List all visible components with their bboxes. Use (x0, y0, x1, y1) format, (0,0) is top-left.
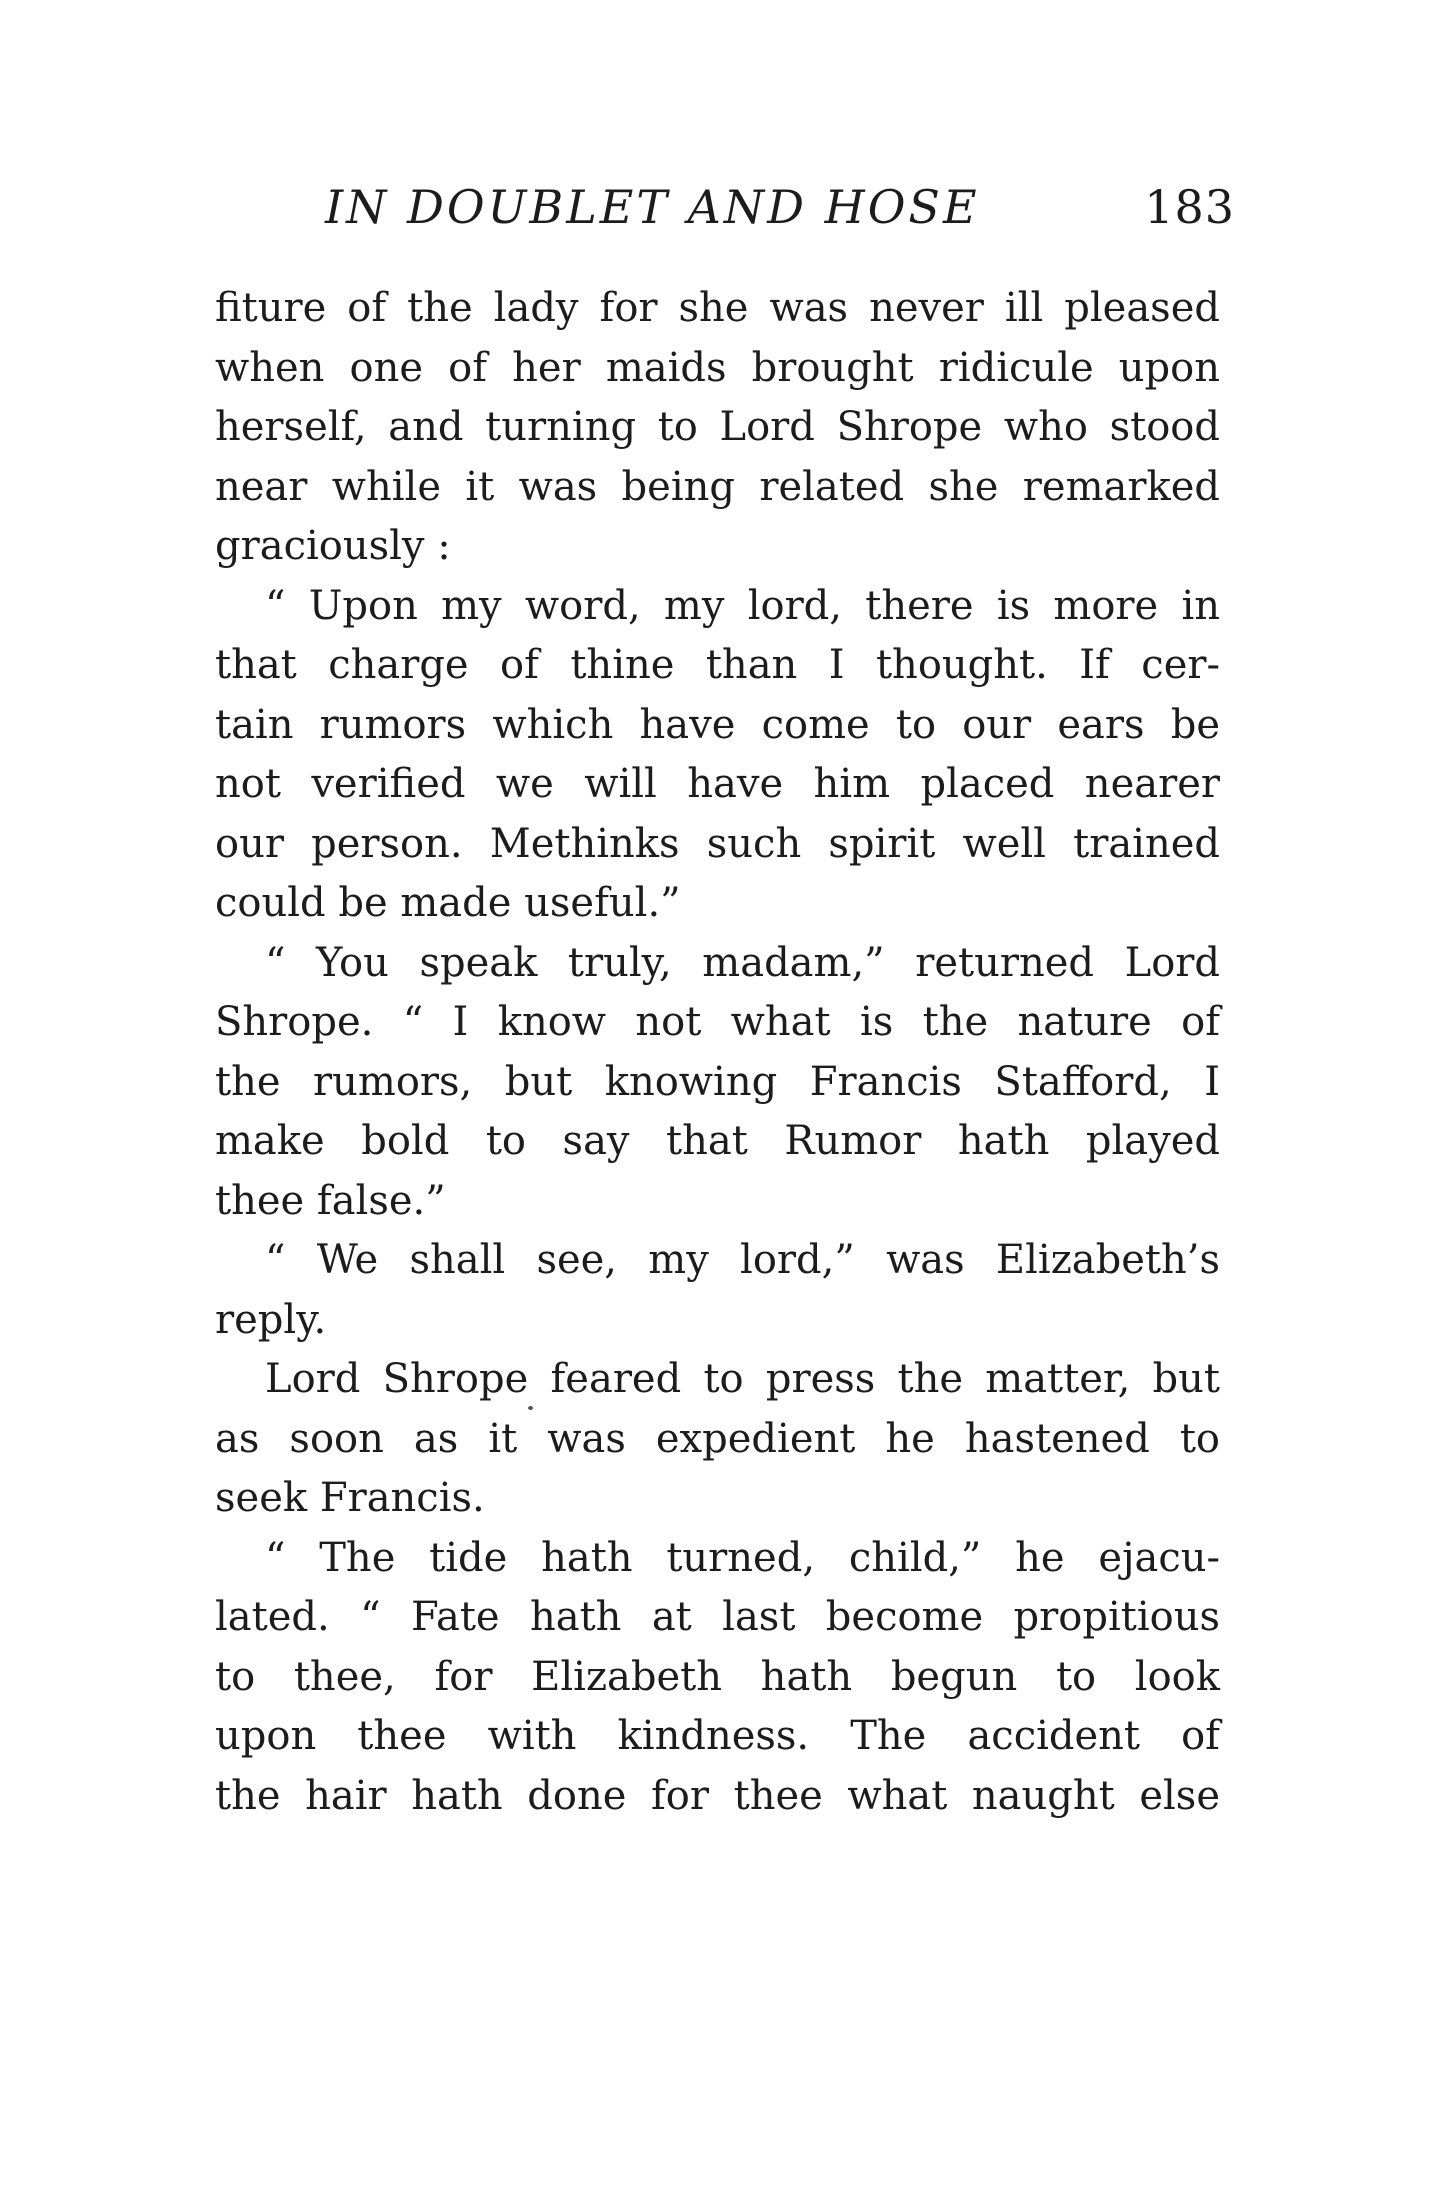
text-line: as soon as it was expedient he hastened to (215, 1415, 1220, 1462)
text-line: fiture of the lady for she was never ill pleased (215, 285, 1220, 331)
text-line: that charge of thine than I thought. If cer- (215, 642, 1220, 688)
running-head (215, 172, 1235, 242)
text-line: could be made useful.” (215, 880, 681, 926)
text-line: “ Upon my word, my lord, there is more in (265, 582, 1220, 629)
running-title: IN DOUBLET AND HOSE (325, 180, 980, 234)
text-line: reply. (215, 1296, 327, 1343)
text-line: the hair hath done for thee what naught else (215, 1772, 1220, 1819)
text-line: the rumors, but knowing Francis Stafford, I (215, 1058, 1220, 1105)
text-line: “ The tide hath turned, child,” he ejacu- (265, 1534, 1220, 1581)
text-line: “ We shall see, my lord,” was Elizabeth’s (265, 1237, 1220, 1283)
text-line: Shrope. “ I know not what is the nature of (215, 999, 1220, 1045)
text-line: to thee, for Elizabeth hath begun to look (215, 1653, 1220, 1700)
text-line: upon thee with kindness. The accident of (215, 1713, 1220, 1759)
text-line: make bold to say that Rumor hath played (215, 1118, 1220, 1164)
text-line: not verified we will have him placed nearer (215, 761, 1220, 807)
text-line: Lord Shrope feared to press the matter, but (265, 1356, 1220, 1402)
text-line: our person. Methinks such spirit well trained (215, 820, 1220, 867)
text-line: seek Francis. (215, 1475, 485, 1521)
text-line: “ You speak truly, madam,” returned Lord (265, 939, 1220, 986)
page-number: 183 (1144, 180, 1235, 234)
ink-speck (528, 1406, 533, 1410)
body-text (215, 279, 1220, 1826)
text-line: lated. “ Fate hath at last become propitious (215, 1594, 1220, 1640)
text-line: when one of her maids brought ridicule upon (215, 344, 1220, 391)
text-line: herself, and turning to Lord Shrope who stood (215, 404, 1220, 450)
text-line: graciously : (215, 523, 451, 569)
text-line: near while it was being related she remarked (215, 463, 1220, 510)
text-line: thee false.” (215, 1177, 446, 1224)
text-line: tain rumors which have come to our ears be (215, 701, 1220, 748)
